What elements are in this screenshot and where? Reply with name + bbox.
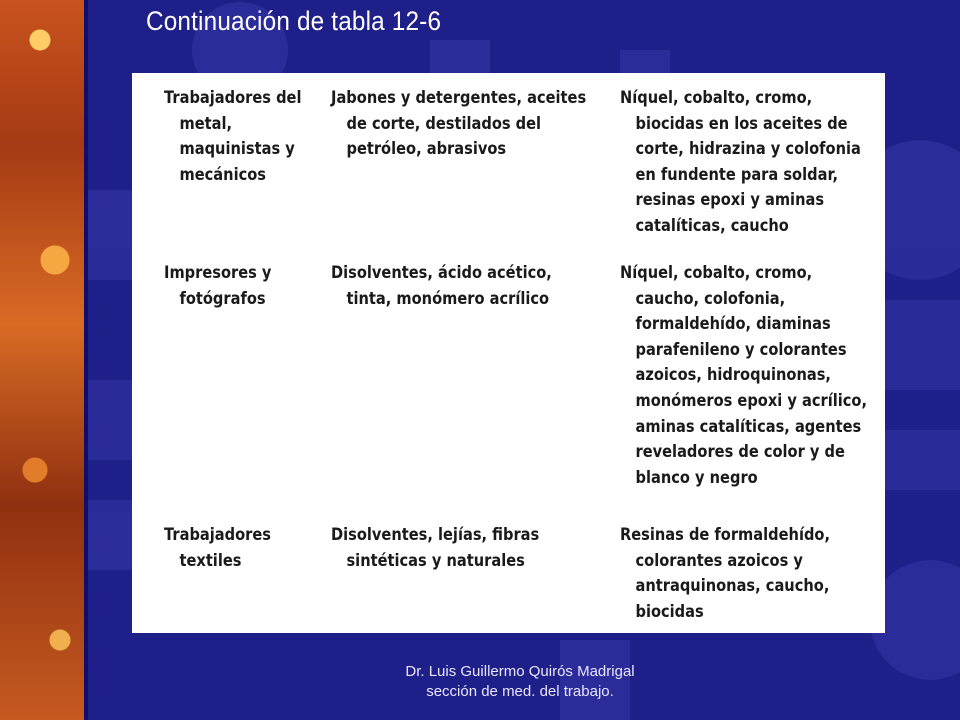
allergens-cell: Níquel, cobalto, cromo, biocidas en los aceites de corte, hidrazina y colofonia en fundente para soldar, resinas epoxi y aminas catalíticas, caucho [620,88,861,236]
allergens-cell: Resinas de formaldehído, colorantes azoicos y antraquinonas, caucho, biocidas [620,525,831,622]
exposures-cell: Jabones y detergentes, aceites de corte, destilados del petróleo, abrasivos [331,88,587,160]
footer-author: Dr. Luis Guillermo Quirós Madrigal [405,663,635,680]
allergens-cell: Níquel, cobalto, cromo, caucho, colofonia, formaldehído, diaminas parafenileno y colorantes azoicos, hidroquinonas, monómeros epoxi y acrílico, aminas catalíticas, agentes reveladores de color y de blanco y negro [620,263,868,488]
exposures-cell: Disolventes, ácido acético, tinta, monómero acrílico [331,263,552,309]
slide-title: Continuación de tabla 12-6 [146,6,442,36]
occupation-cell: Trabajadores del metal, maquinistas y mecánicos [164,88,302,185]
exposures-cell: Disolventes, lejías, fibras sintéticas y naturales [331,525,540,571]
left-decorative-strip [0,0,88,720]
occupation-cell: Trabajadores textiles [164,525,271,571]
occupation-cell: Impresores y fotógrafos [164,263,272,309]
slide-footer [0,662,960,702]
footer-department: sección de med. del trabajo. [426,683,614,700]
allergen-table [132,73,885,633]
